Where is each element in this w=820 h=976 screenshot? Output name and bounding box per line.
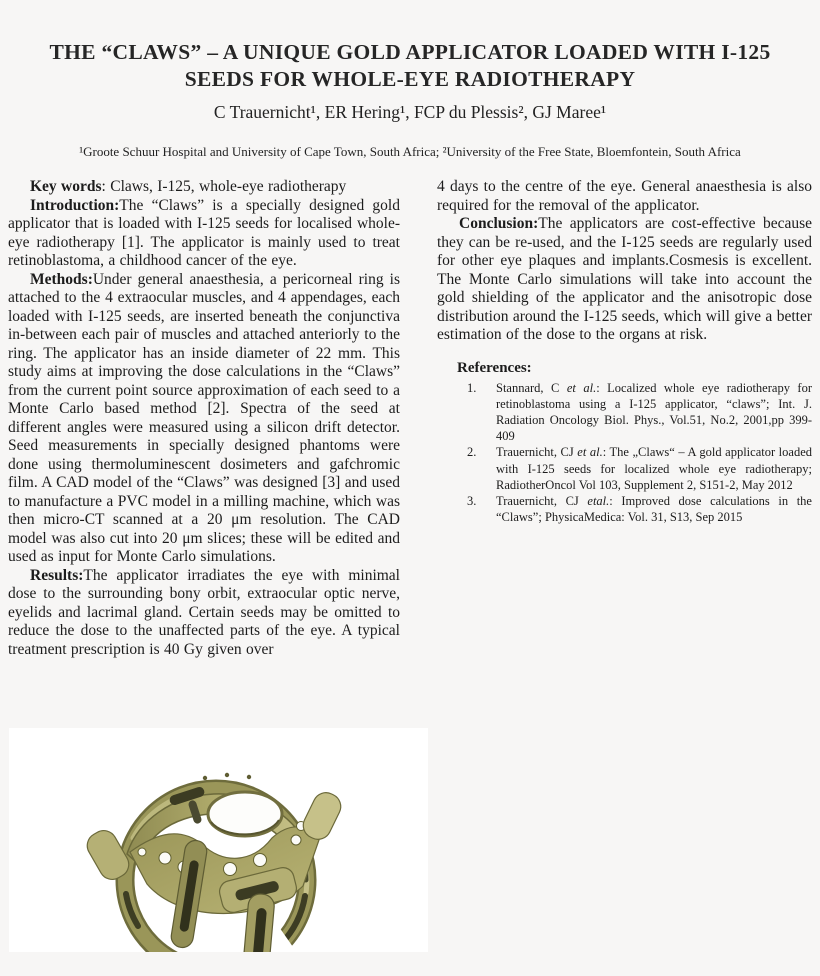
keywords-paragraph: Key words: Claws, I-125, whole-eye radiotherapy	[30, 178, 347, 195]
section-label: Methods:	[30, 270, 93, 288]
paper-title-line-1: THE “CLAWS” – A UNIQUE GOLD APPLICATOR LOADED WITH I-125	[49, 40, 771, 64]
reference-number: 1.	[467, 380, 477, 395]
reference-item	[437, 380, 812, 445]
results-continuation-paragraph: 4 days to the centre of the eye. General anaesthesia is also required for the removal of the applicator.	[437, 178, 812, 214]
section-label: Key words	[30, 178, 102, 195]
reference-number: 3.	[467, 493, 477, 508]
conclusion-paragraph: Conclusion:The applicators are cost-effective because they can be re-used, and the I-125 seeds are regularly used for other eye plaques and implants.Cosmesis is excellent. The Monte Carlo simulations will take into account the gold shielding of the applicator and the anisotropic dose distribution around the I-125 seeds, which will give a better estimation of the dose to the organs at risk.	[437, 215, 812, 343]
right-column	[437, 178, 812, 726]
left-column	[8, 178, 400, 726]
reference-text: Trauernicht, CJ et al.: The „Claws“ – A gold applicator loaded with I-125 seeds for localized whole eye radiotherapy; RadiotherOncol Vol 103, Supplement 2, S151-2, May 2012	[496, 445, 812, 492]
reference-text: Trauernicht, CJ etal.: Improved dose calculations in the “Claws”; PhysicaMedica: Vol. 31, S13, Sep 2015	[496, 493, 812, 525]
claws-figure	[9, 728, 428, 952]
references-heading: References:	[457, 359, 532, 376]
claws-photo-svg	[9, 728, 428, 952]
introduction-paragraph: Introduction:The “Claws” is a specially designed gold applicator that is loaded with I-125 seeds for localised whole-eye radiotherapy [1]. The applicator is mainly used to treat retinoblastoma, a childhood cancer of the eye.	[8, 196, 400, 269]
references-section	[437, 360, 812, 526]
section-label: Results:	[30, 566, 84, 584]
results-paragraph: Results:The applicator irradiates the eye with minimal dose to the surrounding bony orbit, extraocular optic nerve, eyelids and lacrimal gland. Certain seeds may be omitted to reduce the dose to the unaffected parts of the eye. A typical treatment prescription is 40 Gy given over	[8, 566, 400, 658]
photo-background	[9, 728, 428, 952]
paper-title-line-2: SEEDS FOR WHOLE-EYE RADIOTHERAPY	[184, 67, 636, 91]
reference-number: 2.	[467, 445, 477, 460]
reference-item	[437, 493, 812, 525]
reference-text: Stannard, C et al.: Localized whole eye radiotherapy for retinoblastoma using a I-125 applicator, “claws”; Int. J. Radiation Oncology Biol. Phys., Vol.51, No.2, 2001,pp 399-409	[496, 380, 812, 444]
authors-line: C Trauernicht¹, ER Hering¹, FCP du Plessis², GJ Maree¹	[213, 102, 607, 122]
references-list	[437, 380, 812, 526]
reference-item	[437, 444, 812, 493]
section-label: Introduction:	[30, 196, 120, 214]
right-column-paragraphs	[437, 178, 812, 345]
affiliations-line: ¹Groote Schuur Hospital and University of Cape Town, South Africa; ²University of the Free State, Bloemfontein, South Africa	[79, 144, 741, 159]
methods-paragraph: Methods:Under general anaesthesia, a pericorneal ring is attached to the 4 extraocular muscles, and 4 appendages, each loaded with I-125 seeds, are inserted beneath the conjunctiva in-between each pair of muscles and attached anteriorly to the ring. The applicator has an inside diameter of 22 mm. This study aims at improving the dose calculations in the “Claws” from the current point source approximation of each seed to a Monte Carlo based method [2]. Spectra of the seed at different angles were measured using a silicon drift detector. Seed measurements in specially designed phantoms were done using thermoluminescent dosimeters and gafchromic film. A CAD model of the “Claws” was designed [3] and used to manufacture a PVC model in a milling machine, which was then micro-CT scanned at a 20 μm resolution. The CAD model was also cut into 20 μm slices; these will be edited and used as input for Monte Carlo simulations.	[8, 270, 400, 565]
body-columns	[8, 178, 812, 726]
paper-title	[20, 39, 800, 93]
section-label: Conclusion:	[459, 215, 539, 232]
